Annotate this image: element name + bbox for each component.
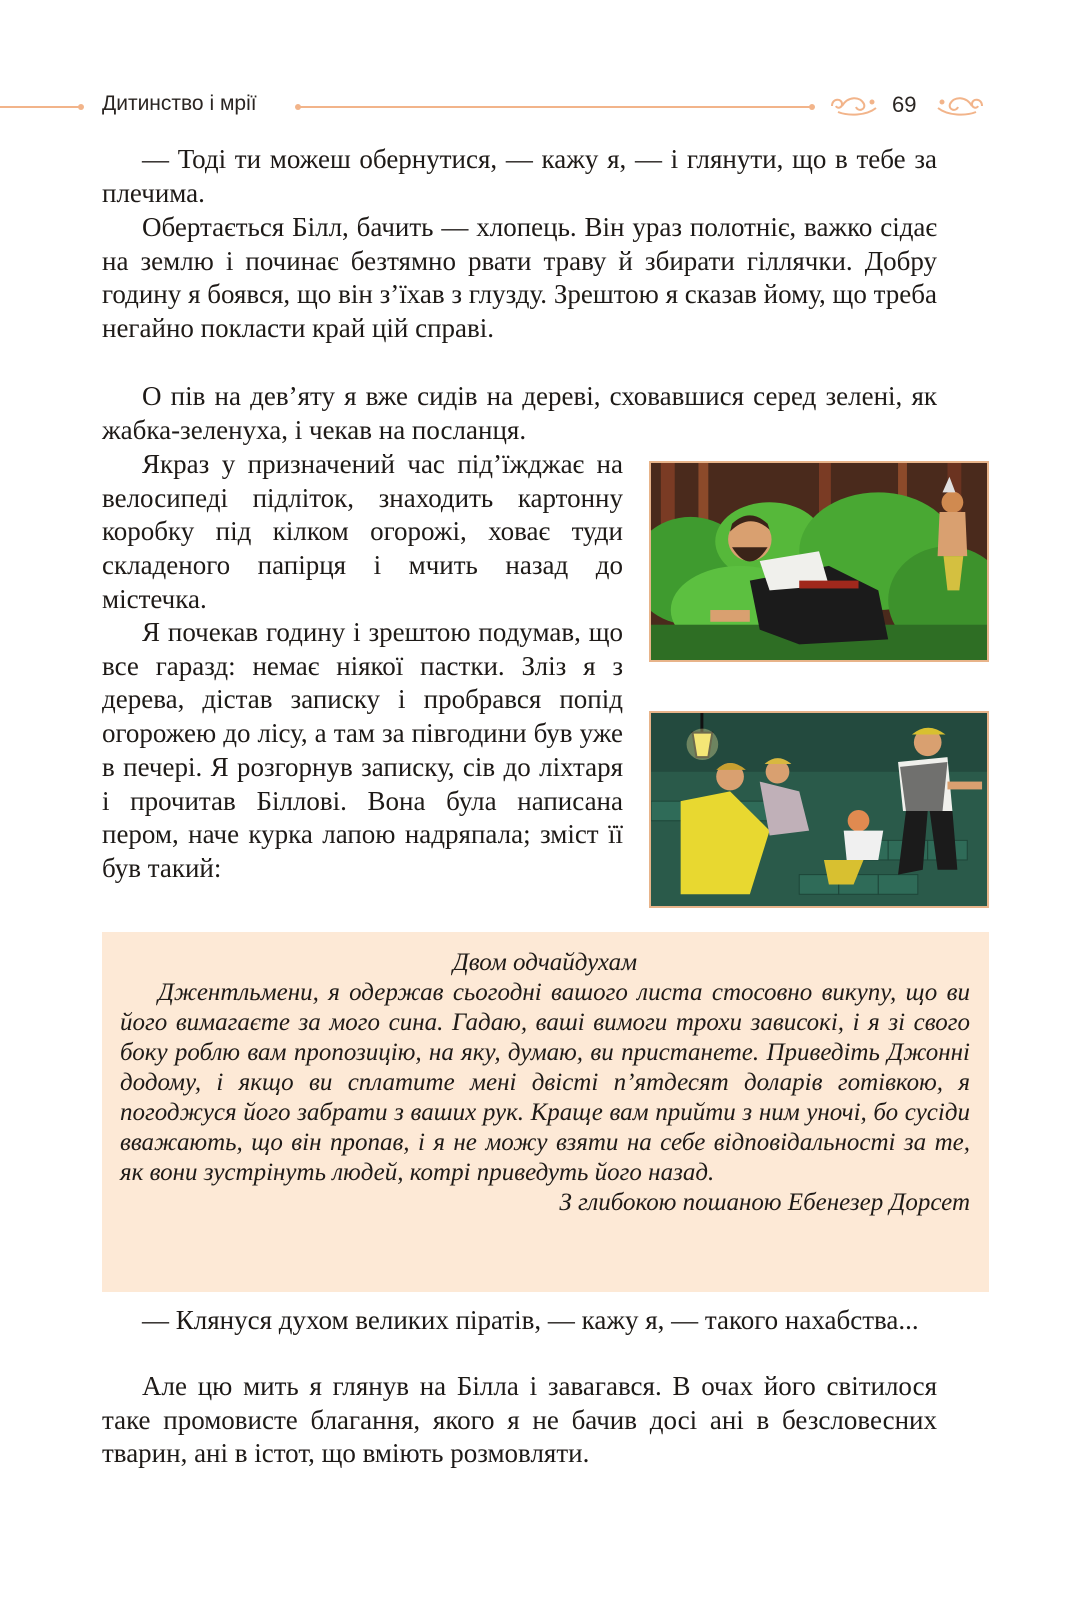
swirl-ornament-icon [828, 92, 880, 120]
letter-box [102, 932, 989, 1292]
illustration-forest [649, 461, 989, 662]
paragraph-1: — Тоді ти можеш обернутися, — кажу я, — і глянути, що в тебе за плечима. [102, 144, 937, 208]
illustration-night-street [649, 711, 989, 908]
swirl-ornament-icon [934, 92, 986, 120]
page-number: 69 [892, 92, 917, 117]
header-rule-dot [78, 104, 84, 110]
letter-heading: Двом одчайдухам [452, 949, 638, 976]
paragraph-5: Я почекав годину і зрештою подумав, що все гаразд: немає ніякої пастки. Зліз я з дерева, дістав записку і пробрався попід огорожею до лісу, а там за півгодини був уже в печері. Я розгорнув записку, сів до ліхтаря і прочитав Біллові. Вона була написана пером, наче курка лапою надряпала; зміст її був такий: [102, 617, 623, 883]
section-title: Дитинство і мрії [102, 92, 257, 115]
header-rule-left [0, 106, 80, 108]
paragraph-3: О пів на дев’яту я вже сидів на дереві, сховавшися серед зелені, як жабка-зеленуха, і чекав на посланця. [102, 381, 937, 445]
letter-body: Джентльмени, я одержав сьогодні вашого листа стосовно викупу, що ви його вимагаєте за мого сина. Гадаю, ваші вимоги трохи зависокі, і я зі свого боку роблю вам пропозицію, на яку, думаю, ви пристанете. Приведіть Джонні додому, і якщо ви сплатите мені двісті п’ятдесят доларів готівкою, я погоджуся його забрати з ваших рук. Краще вам прийти з ним уночі, бо сусіди вважають, що він пропав, і я не можу взяти на себе відповідальності за те, як вони зустрінуть людей, котрі приведуть його назад. [120, 979, 970, 1186]
paragraph-6: — Клянуся духом великих піратів, — кажу я, — такого нахабства... [142, 1305, 919, 1335]
page-header [0, 88, 1091, 124]
header-rule-middle [298, 106, 812, 108]
header-rule-dot [809, 104, 815, 110]
paragraph-2: Обертається Білл, бачить — хлопець. Він ураз полотніє, важко сідає на землю і починає безтямно рвати траву й збирати гіллячки. Добру годину я боявся, що він з’їхав з глузду. Зрештою я сказав йому, що треба негайно покласти край цій справі. [102, 212, 937, 344]
letter [120, 948, 970, 1218]
paragraph-4: Якраз у призначений час під’їжджає на велосипеді підліток, знаходить картонну коробку під кілком огорожі, ховає туди складеного папірця і мчить назад до містечка. [102, 449, 623, 614]
paragraph-7: Але цю мить я глянув на Білла і завагався. В очах його світилося таке промовисте благання, якого я не бачив досі ані в безсловесних тварин, ані в істот, що вміють розмовляти. [102, 1371, 937, 1469]
letter-signature: З глибокою пошаною Ебенезер Дорсет [559, 1189, 970, 1216]
